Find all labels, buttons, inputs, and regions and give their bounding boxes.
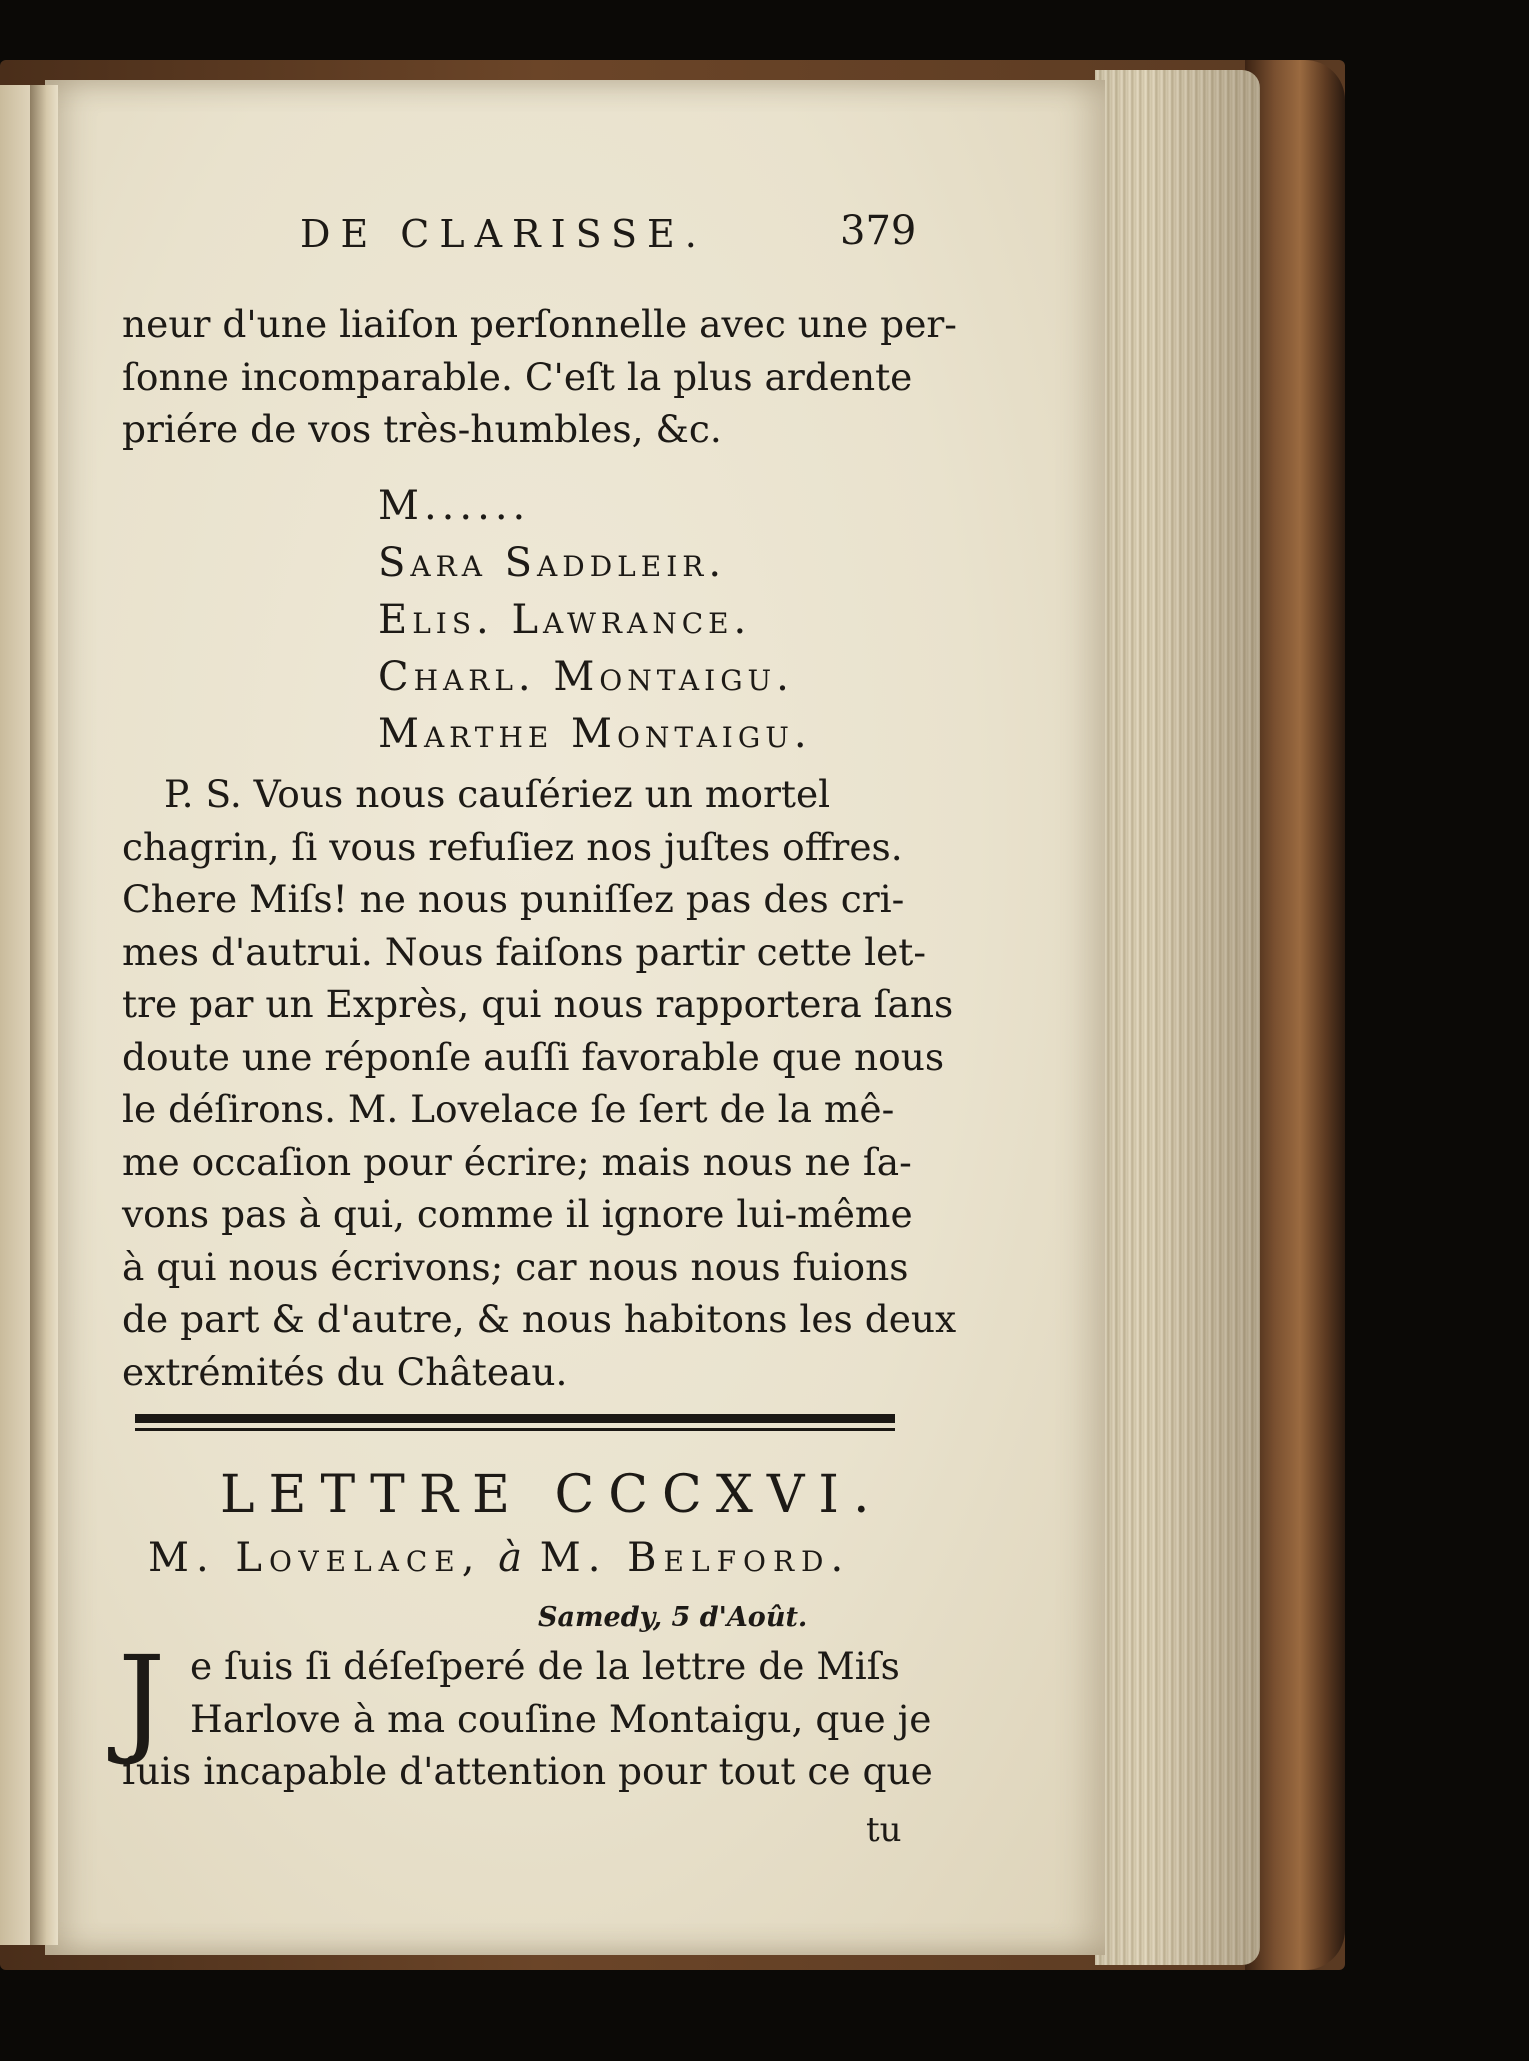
- drop-cap: J: [118, 1630, 166, 1768]
- text-line: tre par un Exprès, qui nous rapportera ſans: [122, 982, 954, 1026]
- paragraph-closing: [122, 298, 957, 456]
- signature-line: Marthe Montaigu.: [378, 711, 812, 757]
- text-line: me occaſion pour écrire; mais nous ne ſa-: [122, 1139, 912, 1184]
- text-line: priére de vos très-humbles, &c.: [122, 407, 722, 451]
- text-line: à qui nous écrivons; car nous nous fuions: [122, 1244, 909, 1289]
- text-line: de part & d'autre, & nous habitons les deux: [122, 1297, 957, 1341]
- text-line: vons pas à qui, comme il ignore lui-même: [122, 1192, 913, 1236]
- letter-to: M. Belford.: [539, 1535, 851, 1581]
- section-rule-thin: [135, 1428, 895, 1431]
- letter-to-prefix: à: [498, 1535, 524, 1581]
- postscript-paragraph: [122, 768, 956, 1398]
- text-line: e ſuis ſi déſeſperé de la lettre de Miſs: [190, 1644, 900, 1688]
- signature-list: [378, 478, 812, 763]
- text-line: ſonne incomparable. C'eſt la plus ardente: [122, 354, 913, 399]
- letter-body: [122, 1640, 933, 1798]
- signature-line: Charl. Montaigu.: [378, 654, 794, 700]
- signature-line: M......: [378, 483, 531, 529]
- running-head: DE CLARISSE.: [300, 212, 707, 256]
- catchword: tu: [866, 1810, 902, 1850]
- letter-heading: [148, 1535, 850, 1581]
- section-rule-thick: [135, 1414, 895, 1423]
- book-binding-edge: [1245, 60, 1345, 1970]
- letter-from: M. Lovelace,: [148, 1535, 482, 1581]
- signature-line: Sara Saddleir.: [378, 540, 727, 586]
- signature-line: Elis. Lawrance.: [378, 597, 752, 643]
- text-line: P. S. Vous nous cauſériez un mortel: [164, 772, 831, 816]
- page-block-edges: [1095, 70, 1260, 1965]
- text-line: doute une réponſe auſſi favorable que nous: [122, 1034, 945, 1079]
- page-number: 379: [840, 208, 917, 254]
- text-line: Chere Miſs! ne nous puniſſez pas des cri-: [122, 877, 905, 921]
- text-line: extrémités du Château.: [122, 1349, 568, 1394]
- text-line: ſuis incapable d'attention pour tout ce que: [122, 1749, 933, 1793]
- text-line: neur d'une liaiſon perſonnelle avec une per-: [122, 302, 957, 346]
- text-line: Harlove à ma couſine Montaigu, que je: [190, 1696, 932, 1741]
- letter-date: Samedy, 5 d'Août.: [538, 1602, 808, 1633]
- letter-title: LETTRE CCCXVI.: [220, 1465, 884, 1525]
- text-line: mes d'autrui. Nous faiſons partir cette let-: [122, 929, 926, 974]
- text-line: le déſirons. M. Lovelace ſe ſert de la mê-: [122, 1087, 895, 1131]
- text-line: chagrin, ſi vous refuſiez nos juſtes offres.: [122, 824, 903, 869]
- page-gutter: [30, 85, 58, 1945]
